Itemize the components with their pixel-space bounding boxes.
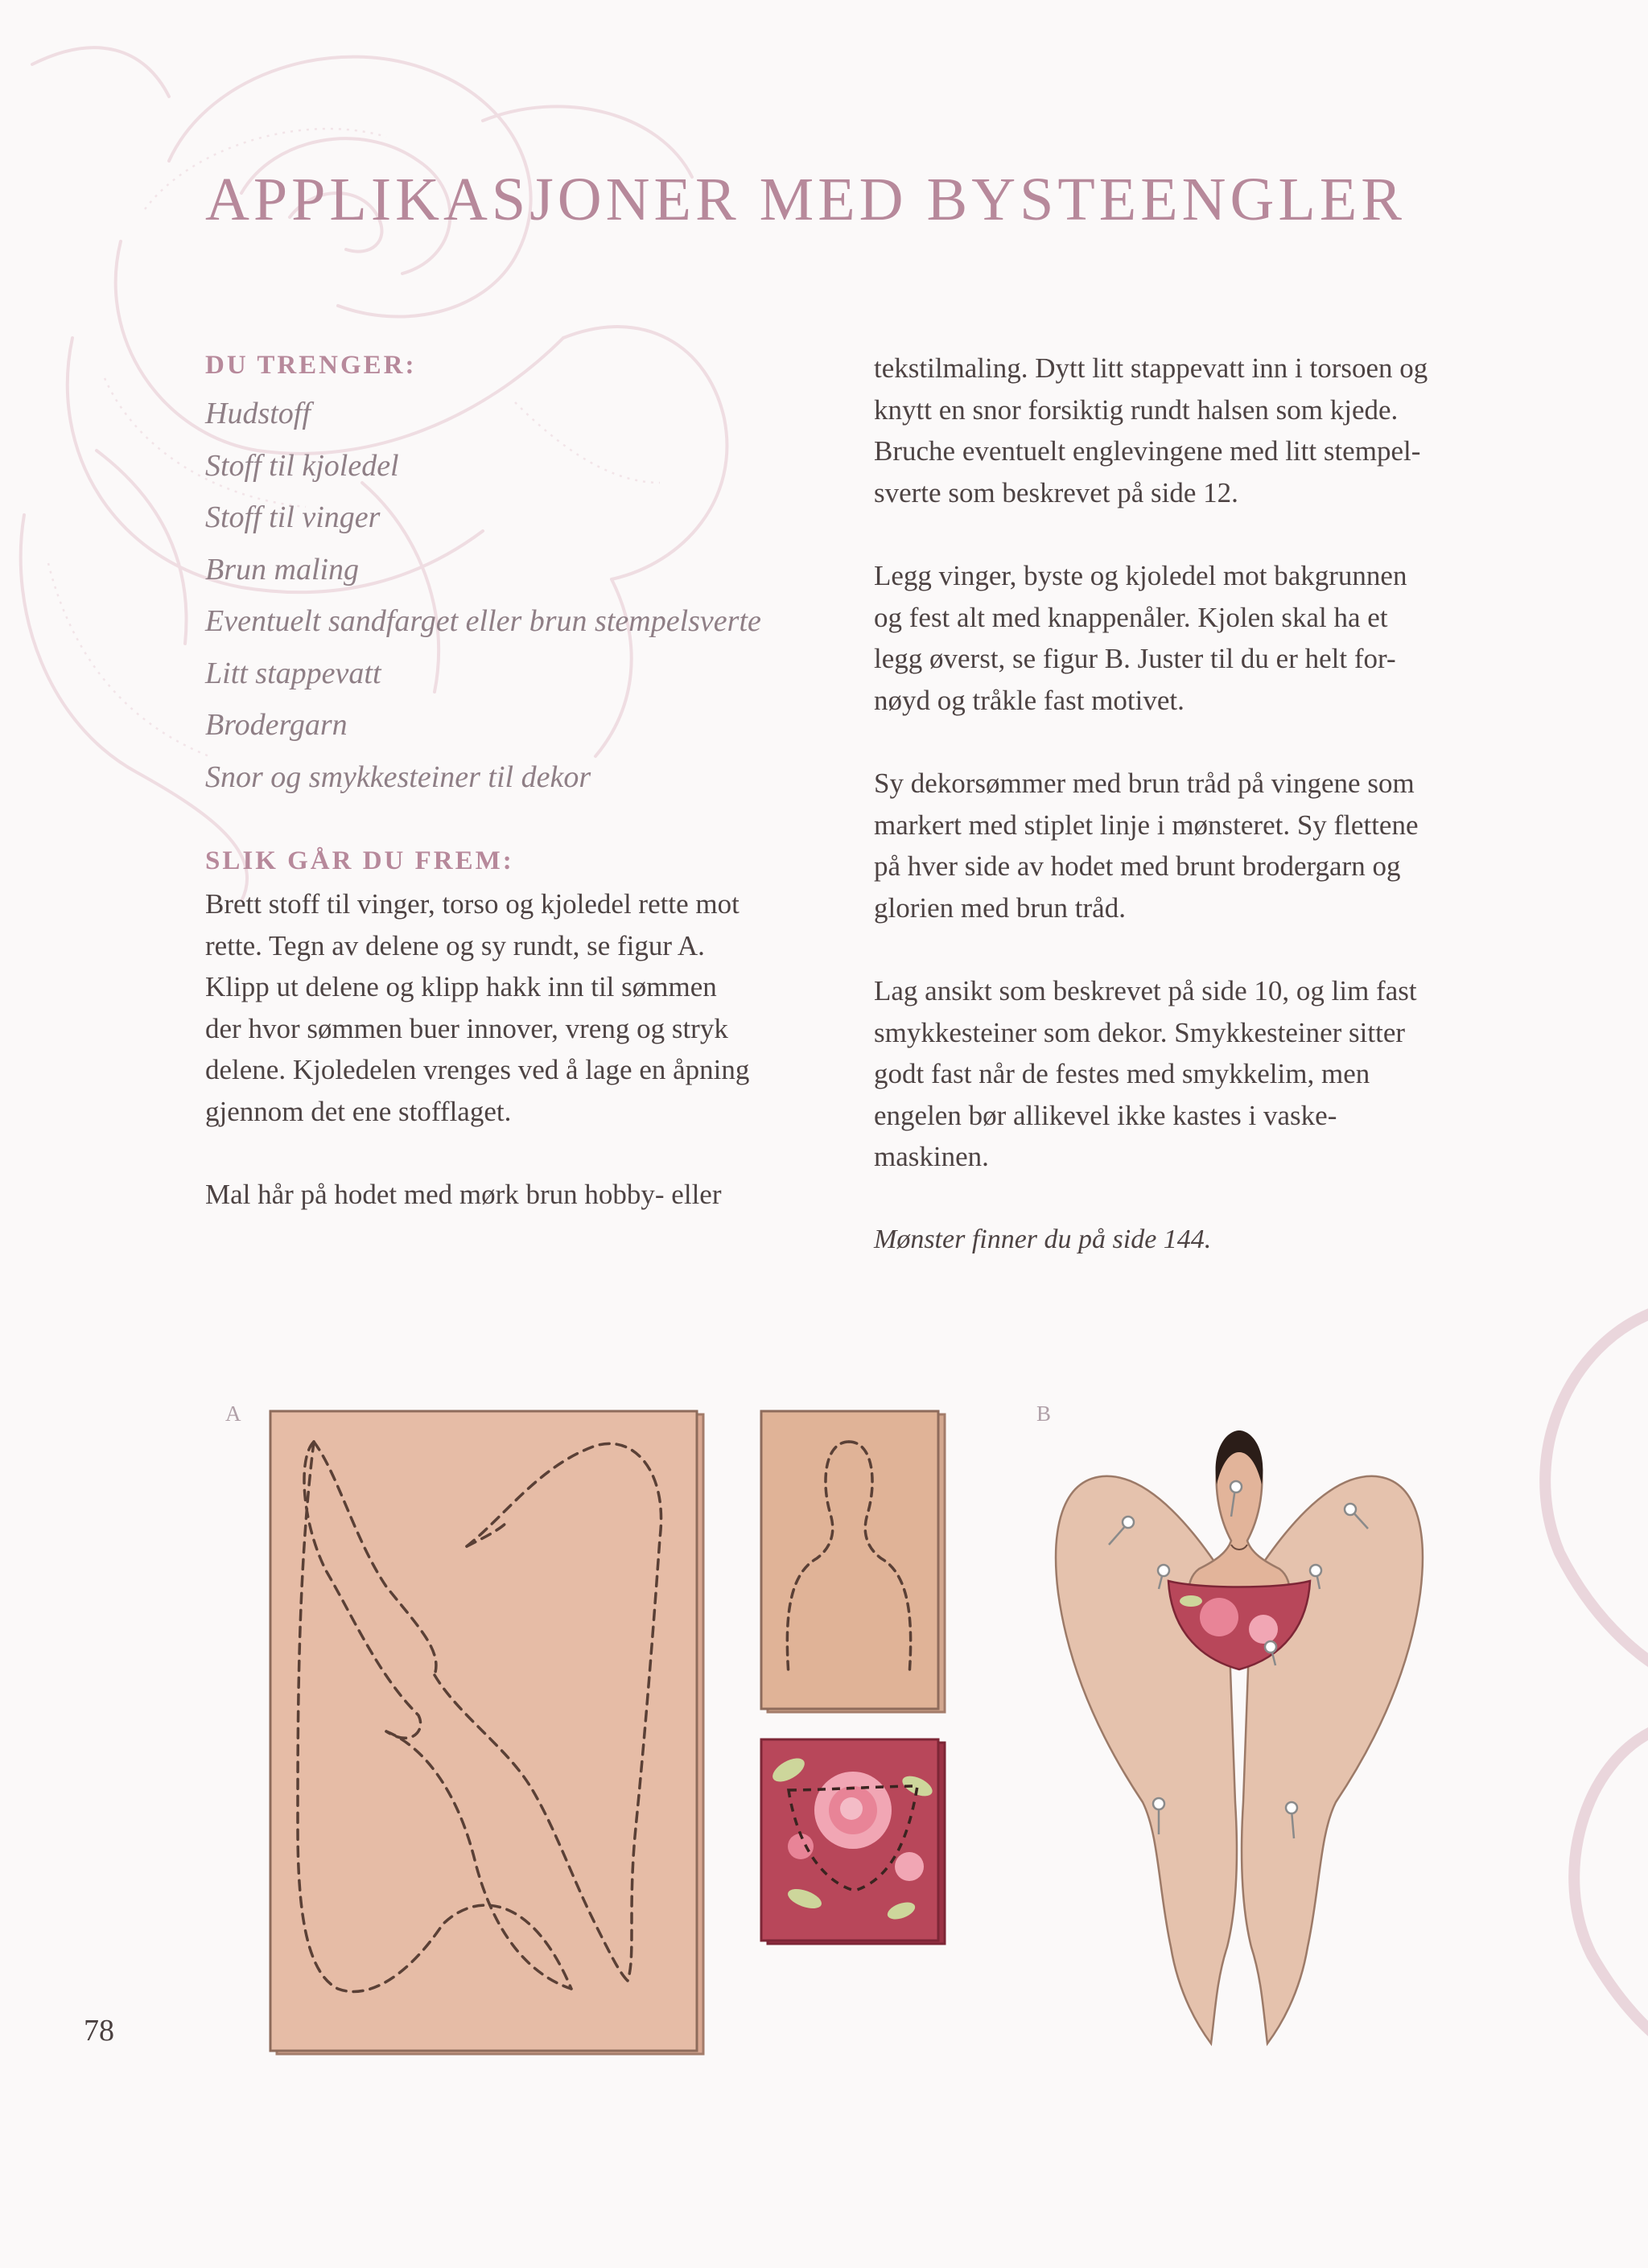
materials-item: Brun maling (205, 552, 360, 587)
materials-item: Brodergarn (205, 708, 348, 742)
materials-item: Stoff til kjoledel (205, 448, 399, 483)
instruction-paragraph: Legg vinger, byste og kjoledel mot bakgrunnen og fest alt med knappenåler. Kjolen skal ha et legg øverst, se figur B. Juster til du er helt for- nøyd og tråkle fast motivet. (874, 560, 1407, 716)
figure-a-wing-fabric (266, 1410, 708, 2057)
materials-item: Snor og smykkesteiner til dekor (205, 759, 591, 794)
pattern-reference-note: Mønster finner du på side 144. (874, 1224, 1212, 1254)
figure-a-torso-fabric (756, 1410, 950, 1715)
right-column (874, 348, 1542, 1260)
figure-a-label: A (225, 1402, 241, 1426)
instruction-paragraph: Brett stoff til vinger, torso og kjoledel rette mot rette. Tegn av delene og sy rundt, se figur A. Klipp ut delene og klipp hakk inn til sømmen der hvor sømmen buer innover, vreng og stryk delene. Kjoledelen vrenges ved å lage en åpning gjennom det ene stofflaget. (205, 888, 750, 1127)
swirl-background-illustration (1471, 1247, 1648, 2132)
left-column (205, 348, 833, 1257)
instruction-paragraph: tekstilmaling. Dytt litt stappevatt inn i torsoen og knytt en snor forsiktig rundt halsen som kjede. Bruche eventuelt englevingene med litt stempel- sverte som beskrevet på side 12. (874, 352, 1428, 508)
materials-item: Eventuelt sandfarget eller brun stempelsverte (205, 604, 761, 638)
materials-list (205, 388, 833, 803)
instruction-paragraph: Lag ansikt som beskrevet på side 10, og lim fast smykkesteiner som dekor. Smykkesteiner sitter godt fast når de festes med smykkelim, men engelen bør allikevel ikke kastes i vaske- maskinen. (874, 975, 1417, 1172)
figure-b-assembled-angel (1038, 1416, 1440, 2060)
materials-item: Hudstoff (205, 397, 311, 430)
materials-item: Litt stappevatt (205, 656, 381, 690)
materials-heading: DU TRENGER: (205, 351, 417, 380)
instruction-paragraph: Mal hår på hodet med mørk brun hobby- eller (205, 1179, 722, 1210)
page-number: 78 (84, 2014, 114, 2048)
page-title: APPLIKASJONER MED BYSTEENGLER (205, 166, 1406, 233)
instruction-paragraph: Sy dekorsømmer med brun tråd på vingene som markert med stiplet linje i mønsteret. Sy flettene på hver side av hodet med brunt brodergarn og glorien med brun tråd. (874, 768, 1419, 924)
figure-a-dress-fabric (756, 1738, 950, 1947)
steps-heading: SLIK GÅR DU FREM: (205, 846, 514, 875)
materials-item: Stoff til vinger (205, 500, 381, 534)
figure-b-label: B (1036, 1402, 1052, 1426)
